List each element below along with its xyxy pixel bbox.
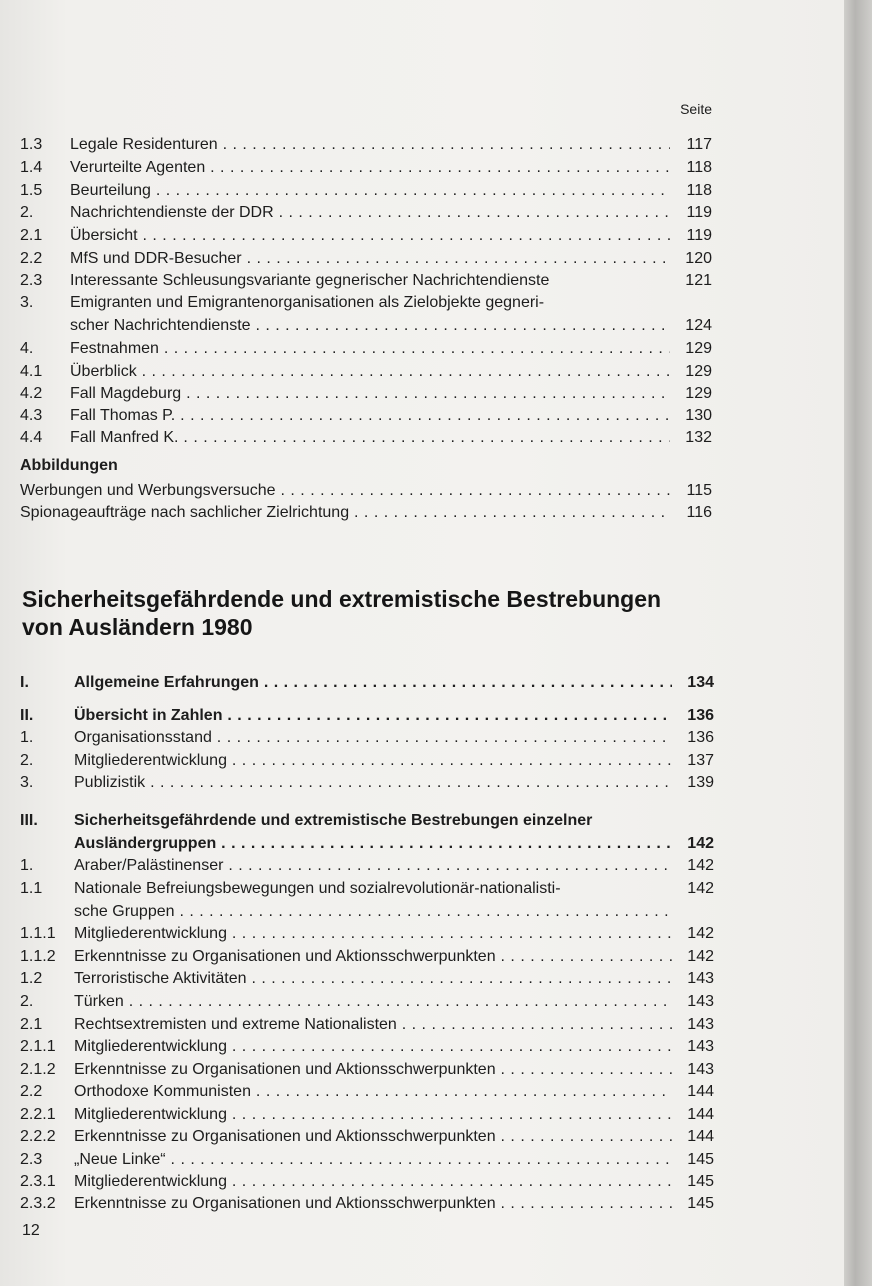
toc-entry-title: scher Nachrichtendienste . . . xyxy=(70,315,670,337)
toc-entry-page: 130 xyxy=(685,407,712,424)
toc-entry-number: 2.3 xyxy=(20,1151,43,1168)
chapter-heading-line-2: von Ausländern 1980 xyxy=(22,614,253,640)
toc-entry-title: Fall Thomas P. . . . xyxy=(70,405,670,427)
toc-entry-number: 3. xyxy=(20,774,34,791)
abbildungen-heading: Abbildungen xyxy=(20,457,118,474)
toc-entry-page: 116 xyxy=(686,504,712,521)
toc-entry-page: 118 xyxy=(686,182,712,199)
toc-entry-number: 2.2.1 xyxy=(20,1106,56,1123)
toc-entry-title: Sicherheitsgefährdende und extremistische Bestrebungen einzelner xyxy=(74,812,593,829)
toc-entry xyxy=(20,923,714,945)
toc-entry-title: Mitgliederentwicklung . . . xyxy=(74,1104,672,1126)
toc-entry-page: 119 xyxy=(686,227,712,244)
toc-entry-page: 124 xyxy=(685,317,712,334)
toc-entry-number: 2.1.2 xyxy=(20,1061,56,1078)
toc-entry-page: 118 xyxy=(686,159,712,176)
toc-entry xyxy=(20,248,712,270)
toc-entry-number: 2.2 xyxy=(20,250,43,267)
toc-entry-page: 142 xyxy=(687,857,714,874)
toc-entry-number: 4.4 xyxy=(20,429,43,446)
toc-entry xyxy=(20,315,712,337)
page-binding-edge xyxy=(844,0,872,1286)
toc-entry xyxy=(20,833,714,855)
toc-entry-page: 117 xyxy=(686,136,712,153)
toc-entry-title: Türken . . . xyxy=(74,991,672,1013)
toc-entry-page: 129 xyxy=(685,363,712,380)
toc-entry-number: 2. xyxy=(20,204,34,221)
toc-entry-number: 4.1 xyxy=(20,363,43,380)
toc-entry xyxy=(20,855,714,877)
toc-entry-page: 142 xyxy=(687,835,714,852)
toc-entry-title: Übersicht in Zahlen . . . xyxy=(74,705,672,727)
toc-entry-number: 2.3 xyxy=(20,272,43,289)
toc-entry-number: 1.1.1 xyxy=(20,925,56,942)
toc-entry xyxy=(20,338,712,360)
toc-entry-number: 3. xyxy=(20,294,34,311)
toc-entry-page: 132 xyxy=(685,429,712,446)
toc-entry xyxy=(20,968,714,990)
toc-entry-number: 4. xyxy=(20,340,34,357)
toc-entry-title: Interessante Schleusungsvariante gegnerischer Nachrichtendienste xyxy=(70,272,550,289)
toc-entry-number: 2.2.2 xyxy=(20,1128,56,1145)
toc-entry-page: 115 xyxy=(686,482,712,499)
toc-entry-title: Organisationsstand . . . xyxy=(74,727,672,749)
toc-entry-number: 4.2 xyxy=(20,385,43,402)
toc-entry-number: 2.2 xyxy=(20,1083,43,1100)
toc-entry-title: Fall Magdeburg . . . xyxy=(70,383,670,405)
toc-entry xyxy=(20,750,714,772)
toc-entry-page: 143 xyxy=(687,993,714,1010)
page-column-header: Seite xyxy=(680,101,712,117)
toc-entry-title: „Neue Linke“ . . . xyxy=(74,1149,672,1171)
chapter-heading-line-1: Sicherheitsgefährdende und extremistische Bestrebungen xyxy=(22,586,662,612)
toc-entry-number: 2.1 xyxy=(20,1016,43,1033)
toc-entry xyxy=(20,1193,714,1215)
toc-entry xyxy=(20,810,714,832)
toc-entry xyxy=(20,1126,714,1148)
toc-entry xyxy=(20,901,714,923)
toc-entry-number: III. xyxy=(20,812,38,829)
toc-entry-title: Spionageaufträge nach sachlicher Zielrichtung . . . xyxy=(20,502,670,524)
toc-entry-title: Nachrichtendienste der DDR . . . xyxy=(70,202,670,224)
toc-entry-title: Orthodoxe Kommunisten . . . xyxy=(74,1081,672,1103)
toc-entry-page: 143 xyxy=(687,970,714,987)
toc-entry xyxy=(20,1104,714,1126)
toc-entry-number: 2. xyxy=(20,993,34,1010)
toc-entry-number: 2.1 xyxy=(20,227,43,244)
toc-entry xyxy=(20,405,712,427)
toc-entry-page: 137 xyxy=(687,752,714,769)
toc-entry-page: 134 xyxy=(687,674,714,691)
toc-entry-page: 143 xyxy=(687,1016,714,1033)
toc-entry-title: sche Gruppen . . . xyxy=(74,901,672,923)
toc-entry-title: Beurteilung . . . xyxy=(70,180,670,202)
toc-entry-title: Erkenntnisse zu Organisationen und Aktionsschwerpunkten . . . xyxy=(74,1126,672,1148)
toc-entry-page: 121 xyxy=(685,272,712,289)
toc-entry-page: 144 xyxy=(687,1106,714,1123)
toc-entry-title: Übersicht . . . xyxy=(70,225,670,247)
toc-entry-page: 136 xyxy=(687,729,714,746)
toc-entry-title: Publizistik . . . xyxy=(74,772,672,794)
toc-entry-title: Legale Residenturen . . . xyxy=(70,134,670,156)
toc-entry-number: 2. xyxy=(20,752,34,769)
toc-entry-page: 145 xyxy=(687,1151,714,1168)
toc-entry-page: 136 xyxy=(687,707,714,724)
toc-entry xyxy=(20,1081,714,1103)
toc-entry-page: 144 xyxy=(687,1083,714,1100)
toc-entry-page: 145 xyxy=(687,1195,714,1212)
toc-entry-title: Erkenntnisse zu Organisationen und Aktionsschwerpunkten . . . xyxy=(74,946,672,968)
toc-entry-title: Fall Manfred K. . . . xyxy=(70,427,670,449)
toc-entry xyxy=(20,946,714,968)
toc-entry xyxy=(20,1014,714,1036)
toc-entry-page: 129 xyxy=(685,340,712,357)
toc-entry-page: 120 xyxy=(685,250,712,267)
toc-entry-title: Rechtsextremisten und extreme Nationalisten . . . xyxy=(74,1014,672,1036)
toc-entry-title: Mitgliederentwicklung . . . xyxy=(74,1036,672,1058)
toc-entry xyxy=(20,1036,714,1058)
toc-entry-title: Werbungen und Werbungsversuche . . . xyxy=(20,480,670,502)
toc-entry-number: 2.1.1 xyxy=(20,1038,56,1055)
toc-entry-page: 142 xyxy=(687,948,714,965)
toc-entry-number: 1.4 xyxy=(20,159,43,176)
toc-entry xyxy=(20,270,712,292)
toc-entry-page: 143 xyxy=(687,1038,714,1055)
toc-entry xyxy=(20,157,712,179)
toc-entry-title: Überblick . . . xyxy=(70,361,670,383)
toc-entry-title: Erkenntnisse zu Organisationen und Aktionsschwerpunkten . . . xyxy=(74,1059,672,1081)
toc-entry-number: II. xyxy=(20,707,34,724)
toc-entry xyxy=(20,878,714,900)
toc-entry xyxy=(20,480,712,502)
toc-entry-page: 139 xyxy=(687,774,714,791)
toc-entry-number: 1.3 xyxy=(20,136,43,153)
toc-entry xyxy=(20,427,712,449)
toc-entry-page: 145 xyxy=(687,1173,714,1190)
toc-entry-title: Ausländergruppen . . . xyxy=(74,833,672,855)
chapter-heading xyxy=(22,585,742,641)
page-number: 12 xyxy=(22,1222,40,1239)
toc-entry-title: Verurteilte Agenten . . . xyxy=(70,157,670,179)
toc-entry-title: Erkenntnisse zu Organisationen und Aktionsschwerpunkten . . . xyxy=(74,1193,672,1215)
toc-entry xyxy=(20,772,714,794)
toc-entry-page: 119 xyxy=(686,204,712,221)
toc-entry xyxy=(20,292,712,314)
toc-entry-title: Nationale Befreiungsbewegungen und sozialrevolutionär-nationalisti- xyxy=(74,880,561,897)
toc-entry-number: 4.3 xyxy=(20,407,43,424)
toc-entry-title: MfS und DDR-Besucher . . . xyxy=(70,248,670,270)
toc-entry-number: 1.2 xyxy=(20,970,43,987)
toc-entry-title: Festnahmen . . . xyxy=(70,338,670,360)
toc-entry-title: Mitgliederentwicklung . . . xyxy=(74,750,672,772)
toc-entry xyxy=(20,727,714,749)
toc-entry xyxy=(20,134,712,156)
toc-entry-number: 1.1 xyxy=(20,880,43,897)
toc-entry xyxy=(20,672,714,694)
toc-entry xyxy=(20,180,712,202)
toc-entry-number: 1. xyxy=(20,729,34,746)
toc-entry-number: 1.5 xyxy=(20,182,43,199)
toc-entry xyxy=(20,991,714,1013)
toc-entry xyxy=(20,705,714,727)
toc-entry xyxy=(20,1059,714,1081)
toc-entry-number: 2.3.2 xyxy=(20,1195,56,1212)
toc-entry-number: 1.1.2 xyxy=(20,948,56,965)
toc-entry xyxy=(20,383,712,405)
toc-entry-title: Emigranten und Emigrantenorganisationen als Zielobjekte gegneri- xyxy=(70,294,545,311)
toc-entry-page: 143 xyxy=(687,1061,714,1078)
toc-entry-number: 2.3.1 xyxy=(20,1173,56,1190)
toc-entry-number: I. xyxy=(20,674,29,691)
toc-entry-title: Mitgliederentwicklung . . . xyxy=(74,1171,672,1193)
toc-entry xyxy=(20,202,712,224)
toc-entry xyxy=(20,502,712,524)
toc-entry-number: 1. xyxy=(20,857,34,874)
toc-entry-title: Mitgliederentwicklung . . . xyxy=(74,923,672,945)
toc-entry-page: 144 xyxy=(687,1128,714,1145)
toc-entry-page: 129 xyxy=(685,385,712,402)
toc-entry xyxy=(20,1149,714,1171)
toc-entry-title: Terroristische Aktivitäten . . . xyxy=(74,968,672,990)
toc-entry xyxy=(20,1171,714,1193)
toc-entry xyxy=(20,361,712,383)
toc-entry-title: Araber/Palästinenser . . . xyxy=(74,855,672,877)
toc-entry-page: 142 xyxy=(687,925,714,942)
toc-entry-page: 142 xyxy=(687,880,714,897)
toc-entry xyxy=(20,225,712,247)
toc-entry-title: Allgemeine Erfahrungen . . . xyxy=(74,672,672,694)
